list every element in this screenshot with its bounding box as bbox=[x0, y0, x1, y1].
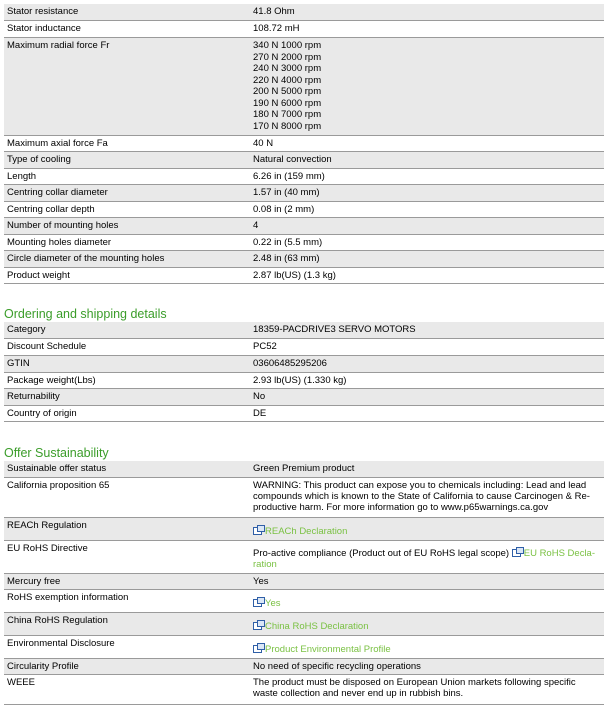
rohs-link-text[interactable]: EU RoHS Decla- bbox=[523, 548, 596, 559]
external-link-icon bbox=[253, 597, 264, 607]
sustainability-section-title: Offer Sustainability bbox=[4, 446, 109, 460]
sustainability-value bbox=[250, 675, 604, 704]
ordering-row bbox=[4, 406, 604, 422]
ordering-label: GTIN bbox=[7, 358, 30, 369]
reach-link[interactable] bbox=[250, 518, 604, 540]
spec-value: 41.8 Ohm bbox=[253, 6, 295, 17]
radial-force-line: 340 N 1000 rpm bbox=[253, 40, 322, 51]
spec-label: Centring collar diameter bbox=[7, 187, 108, 198]
external-link-icon bbox=[253, 643, 264, 653]
spec-label: Mounting holes diameter bbox=[7, 237, 112, 248]
sustainability-label: Sustainable offer status bbox=[7, 463, 107, 474]
china-rohs-link[interactable] bbox=[250, 613, 604, 635]
env-profile-link[interactable] bbox=[250, 636, 604, 658]
spec-row bbox=[4, 136, 604, 152]
sustainability-row bbox=[4, 613, 604, 636]
ordering-value: PC52 bbox=[253, 341, 277, 352]
spec-value: 2.87 lb(US) (1.3 kg) bbox=[253, 270, 336, 281]
prop65-line: WARNING: This product can expose you to chemicals including: Lead and lead bbox=[253, 480, 587, 491]
ordering-row bbox=[4, 373, 604, 389]
sustainability-row bbox=[4, 574, 604, 590]
spec-value: 108.72 mH bbox=[253, 23, 300, 34]
sustainability-row bbox=[4, 636, 604, 659]
rohs-link-text-cont[interactable]: ration bbox=[253, 559, 277, 570]
radial-force-line: 200 N 5000 rpm bbox=[253, 86, 322, 97]
sustainability-label: REACh Regulation bbox=[7, 520, 87, 531]
ordering-label: Returnability bbox=[7, 391, 60, 402]
spec-row bbox=[4, 218, 604, 235]
ordering-row bbox=[4, 339, 604, 356]
spec-row bbox=[4, 202, 604, 218]
sustainability-value bbox=[250, 478, 604, 517]
spec-value: 2.48 in (63 mm) bbox=[253, 253, 320, 264]
sustainability-label: California proposition 65 bbox=[7, 480, 110, 491]
radial-force-line: 180 N 7000 rpm bbox=[253, 109, 322, 120]
sustainability-row bbox=[4, 541, 604, 574]
sustainability-table bbox=[4, 461, 604, 705]
rohs-text: Pro-active compliance (Product out of EU RoHS legal scope) bbox=[253, 548, 510, 559]
ordering-label: Country of origin bbox=[7, 408, 77, 419]
spec-label: Centring collar depth bbox=[7, 204, 95, 215]
sustainability-value: No need of specific recycling operations bbox=[253, 661, 421, 672]
external-link-icon bbox=[253, 525, 264, 535]
ordering-row bbox=[4, 389, 604, 406]
spec-label: Product weight bbox=[7, 270, 70, 281]
ordering-value: 03606485295206 bbox=[253, 358, 327, 369]
spec-value: 0.22 in (5.5 mm) bbox=[253, 237, 323, 248]
sustainability-row bbox=[4, 675, 604, 705]
radial-force-line: 170 N 8000 rpm bbox=[253, 120, 322, 132]
spec-value bbox=[250, 38, 604, 135]
prop65-line: productive harm. For more information go to www.p65warnings.ca.gov bbox=[253, 502, 549, 513]
spec-value: Natural convection bbox=[253, 154, 332, 165]
spec-value: 6.26 in (159 mm) bbox=[253, 171, 325, 182]
radial-force-line: 190 N 6000 rpm bbox=[253, 97, 322, 109]
weee-line: waste collection and never end up in rubbish bins. bbox=[253, 688, 464, 699]
spec-label: Stator inductance bbox=[7, 23, 81, 34]
spec-label: Length bbox=[7, 171, 37, 182]
ordering-section-title: Ordering and shipping details bbox=[4, 307, 167, 321]
rohs-exemption-link-text[interactable]: Yes bbox=[265, 598, 281, 609]
sustainability-row bbox=[4, 518, 604, 541]
sustainability-label: Environmental Disclosure bbox=[7, 638, 115, 649]
ordering-row bbox=[4, 322, 604, 339]
sustainability-label: Mercury free bbox=[7, 576, 61, 587]
spec-value: 4 bbox=[253, 220, 259, 231]
radial-force-line: 270 N 2000 rpm bbox=[253, 51, 322, 63]
china-rohs-link-text[interactable]: China RoHS Declaration bbox=[265, 621, 369, 632]
sustainability-label: RoHS exemption information bbox=[7, 592, 129, 603]
sustainability-value: Yes bbox=[253, 576, 269, 587]
spec-label: Maximum radial force Fr bbox=[7, 40, 110, 51]
spec-label: Type of cooling bbox=[7, 154, 71, 165]
spec-row bbox=[4, 169, 604, 185]
spec-row bbox=[4, 21, 604, 38]
spec-value: 40 N bbox=[253, 138, 274, 149]
ordering-value: No bbox=[253, 391, 266, 402]
ordering-label: Discount Schedule bbox=[7, 341, 87, 352]
reach-link-text[interactable]: REACh Declaration bbox=[265, 526, 348, 537]
ordering-label: Category bbox=[7, 324, 46, 335]
sustainability-label: WEEE bbox=[7, 677, 35, 688]
sustainability-label: EU RoHS Directive bbox=[7, 543, 88, 554]
sustainability-row bbox=[4, 461, 604, 478]
spec-label: Circle diameter of the mounting holes bbox=[7, 253, 165, 264]
ordering-row bbox=[4, 356, 604, 373]
specs-table bbox=[4, 4, 604, 284]
prop65-line: compounds which is known to the State of California to cause Carcinogen & Re- bbox=[253, 491, 590, 502]
radial-force-line: 220 N 4000 rpm bbox=[253, 74, 322, 86]
spec-row bbox=[4, 38, 604, 136]
rohs-exemption-link[interactable] bbox=[250, 590, 604, 612]
ordering-value: 2.93 lb(US) (1.330 kg) bbox=[253, 375, 347, 386]
weee-line: The product must be disposed on European Union markets following specific bbox=[253, 677, 576, 688]
sustainability-row bbox=[4, 590, 604, 613]
spec-value: 0.08 in (2 mm) bbox=[253, 204, 315, 215]
sustainability-value bbox=[250, 541, 604, 573]
sustainability-label: Circularity Profile bbox=[7, 661, 79, 672]
radial-force-line: 240 N 3000 rpm bbox=[253, 63, 322, 74]
sustainability-value: Green Premium product bbox=[253, 463, 355, 474]
spec-row bbox=[4, 4, 604, 21]
spec-label: Maximum axial force Fa bbox=[7, 138, 108, 149]
external-link-icon bbox=[253, 620, 264, 630]
spec-label: Stator resistance bbox=[7, 6, 79, 17]
spec-label: Number of mounting holes bbox=[7, 220, 119, 231]
ordering-table bbox=[4, 322, 604, 422]
ordering-value: DE bbox=[253, 408, 267, 419]
sustainability-label: China RoHS Regulation bbox=[7, 615, 108, 626]
external-link-icon bbox=[512, 547, 523, 557]
env-profile-link-text[interactable]: Product Environmental Profile bbox=[265, 644, 391, 655]
sustainability-row bbox=[4, 659, 604, 675]
ordering-value: 18359-PACDRIVE3 SERVO MOTORS bbox=[253, 324, 416, 335]
spec-row bbox=[4, 185, 604, 202]
sustainability-row bbox=[4, 478, 604, 518]
spec-row bbox=[4, 251, 604, 268]
spec-row bbox=[4, 235, 604, 251]
ordering-label: Package weight(Lbs) bbox=[7, 375, 96, 386]
spec-value: 1.57 in (40 mm) bbox=[253, 187, 320, 198]
spec-row bbox=[4, 268, 604, 284]
spec-row bbox=[4, 152, 604, 169]
